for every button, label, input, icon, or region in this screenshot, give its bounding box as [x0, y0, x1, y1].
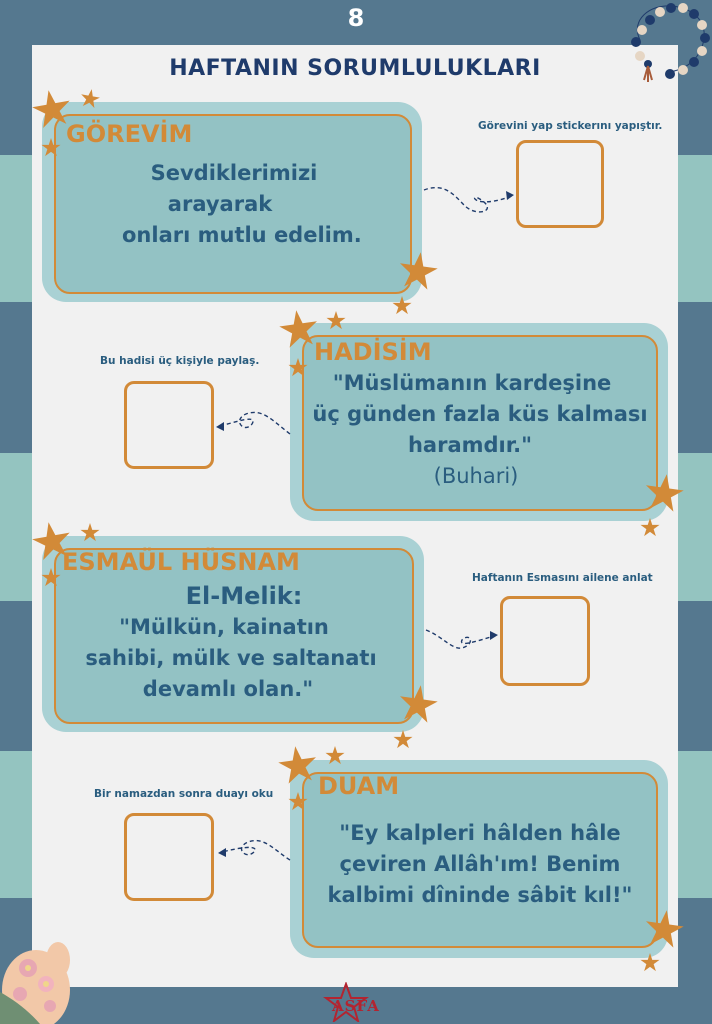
- star-icon: [325, 746, 344, 764]
- star-icon: [41, 138, 60, 156]
- dashed-arrow-icon: [424, 188, 512, 212]
- card-duam-line-2: çeviren Allâh'ım! Benim: [339, 852, 621, 876]
- star-icon: [288, 358, 307, 376]
- card-duam-line-3: kalbimi dîninde sâbit kıl!": [327, 883, 633, 907]
- card-gorevim-heading: GÖREVİM: [66, 120, 193, 148]
- card-hadisim-line-2: üç günden fazla küs kalması: [312, 402, 648, 426]
- card-hadisim-line-1: "Müslümanın kardeşine: [332, 371, 612, 395]
- star-icon: [392, 296, 411, 314]
- task-label-2: Bu hadisi üç kişiyle paylaş.: [100, 355, 260, 367]
- task-label-3: Haftanın Esmasını ailene anlat: [472, 572, 653, 584]
- page-title: HAFTANIN SORUMLULUKLARI: [169, 56, 541, 81]
- dashed-arrow-icon: [220, 412, 290, 434]
- task-label-4: Bir namazdan sonra duayı oku: [94, 788, 274, 800]
- star-icon: [288, 792, 307, 810]
- star-icon: [326, 311, 345, 329]
- card-hadisim-line-3: haramdır.": [407, 433, 533, 457]
- star-icon: [643, 908, 686, 949]
- card-gorevim-line-2: arayarak: [167, 192, 273, 216]
- card-esmaul-husnam-line-3: sahibi, mülk ve saltanatı: [85, 646, 377, 670]
- card-hadisim-heading: HADİSİM: [314, 338, 432, 366]
- hands-with-flowers-icon: [0, 942, 70, 1024]
- star-icon: [30, 519, 74, 561]
- star-icon: [277, 308, 320, 349]
- star-icon: [640, 953, 659, 971]
- card-hadisim-line-4: (Buhari): [433, 464, 519, 488]
- star-icon: [640, 518, 659, 536]
- star-icon: [643, 472, 686, 513]
- dashed-arrow-icon: [426, 630, 494, 648]
- card-duam-heading: DUAM: [318, 772, 400, 800]
- card-gorevim-line-3: onları mutlu edelim.: [122, 223, 362, 247]
- star-icon: [276, 744, 319, 785]
- card-esmaul-husnam-line-4: devamlı olan.": [142, 677, 314, 701]
- footer-logo: [318, 982, 388, 1022]
- card-esmaul-husnam-line-2: "Mülkün, kainatın: [119, 615, 329, 639]
- star-icon: [79, 88, 101, 109]
- footer-logo-text: ASFA: [332, 997, 380, 1015]
- card-duam-line-1: "Ey kalpleri hâlden hâle: [339, 821, 621, 845]
- star-icon: [397, 250, 440, 291]
- star-icon: [80, 523, 99, 541]
- dashed-arrow-icon: [222, 841, 290, 860]
- card-esmaul-husnam-heading: ESMAÜL HÜSNAM: [62, 548, 300, 576]
- page-number: 8: [347, 4, 365, 32]
- star-icon: [30, 87, 74, 129]
- card-esmaul-husnam-line-1: El-Melik:: [185, 582, 303, 610]
- task-label-1: Görevini yap stickerını yapıştır.: [478, 120, 663, 132]
- prayer-beads-icon: [631, 3, 710, 82]
- star-icon: [397, 683, 440, 724]
- star-icon: [41, 568, 60, 586]
- card-gorevim-line-1: Sevdiklerimizi: [150, 161, 318, 185]
- star-icon: [393, 730, 412, 748]
